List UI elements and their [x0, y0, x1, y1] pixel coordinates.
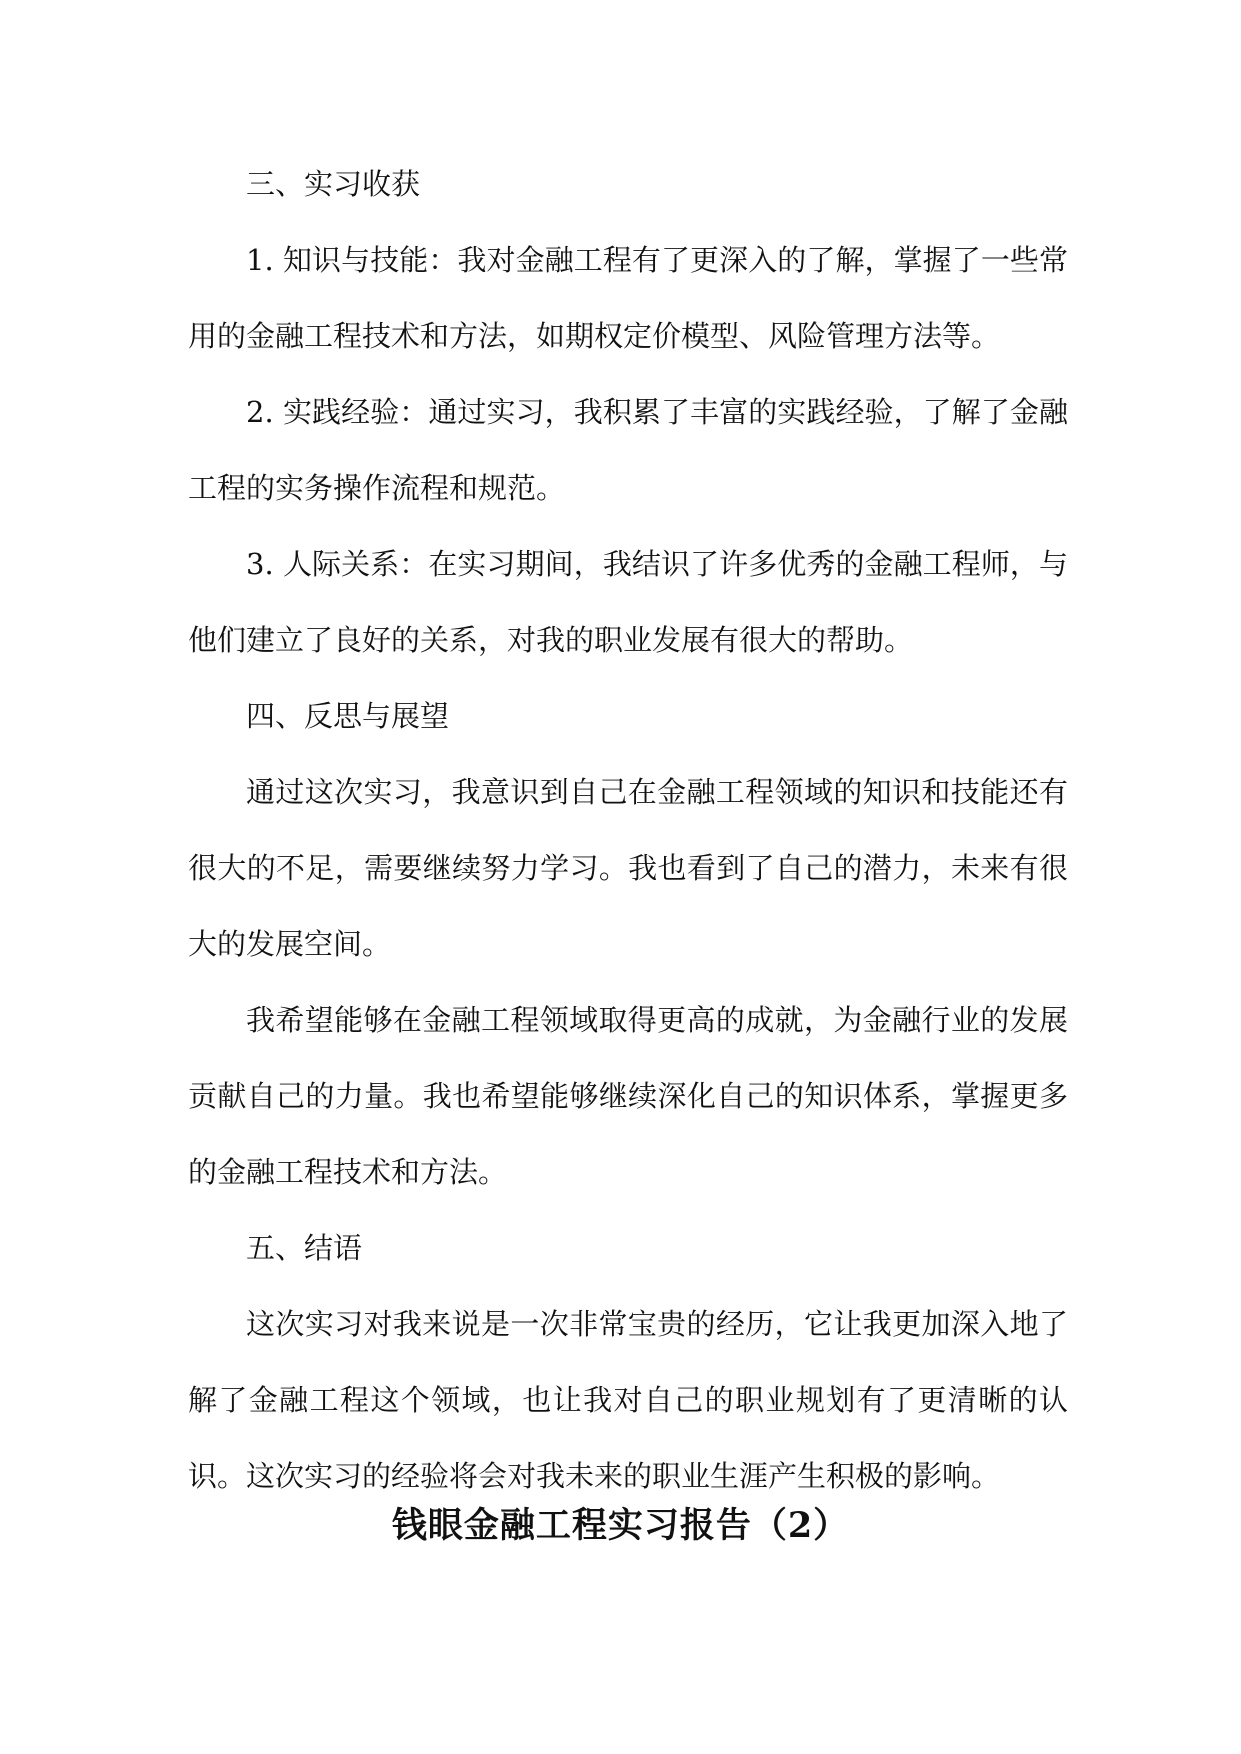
section-heading-conclusion: 五、结语 — [246, 1231, 363, 1265]
gains-item-relationships: 3. 人际关系：在实习期间，我结识了许多优秀的金融工程师，与他们建立了良好的关系，对我的职业发展有很大的帮助。 — [188, 547, 1068, 657]
next-report-title: 钱眼金融工程实习报告（2） — [391, 1505, 850, 1546]
reflection-paragraph: 通过这次实习，我意识到自己在金融工程领域的知识和技能还有很大的不足，需要继续努力学习。我也看到了自己的潜力，未来有很大的发展空间。 — [188, 775, 1068, 961]
gains-item-practice: 2. 实践经验：通过实习，我积累了丰富的实践经验，了解了金融工程的实务操作流程和规范。 — [188, 395, 1068, 505]
section-heading-gains: 三、实习收获 — [246, 167, 421, 201]
next-report-title-block — [0, 1498, 1241, 1548]
document-body — [188, 146, 1068, 1514]
section-heading-reflection: 四、反思与展望 — [246, 699, 450, 733]
reflection-paragraph: 我希望能够在金融工程领域取得更高的成就，为金融行业的发展贡献自己的力量。我也希望能够继续深化自己的知识体系，掌握更多的金融工程技术和方法。 — [188, 1003, 1068, 1189]
conclusion-paragraph: 这次实习对我来说是一次非常宝贵的经历，它让我更加深入地了解了金融工程这个领域，也让我对自己的职业规划有了更清晰的认识。这次实习的经验将会对我未来的职业生涯产生积极的影响。 — [188, 1307, 1068, 1493]
gains-item-knowledge: 1. 知识与技能：我对金融工程有了更深入的了解，掌握了一些常用的金融工程技术和方法，如期权定价模型、风险管理方法等。 — [188, 243, 1068, 353]
